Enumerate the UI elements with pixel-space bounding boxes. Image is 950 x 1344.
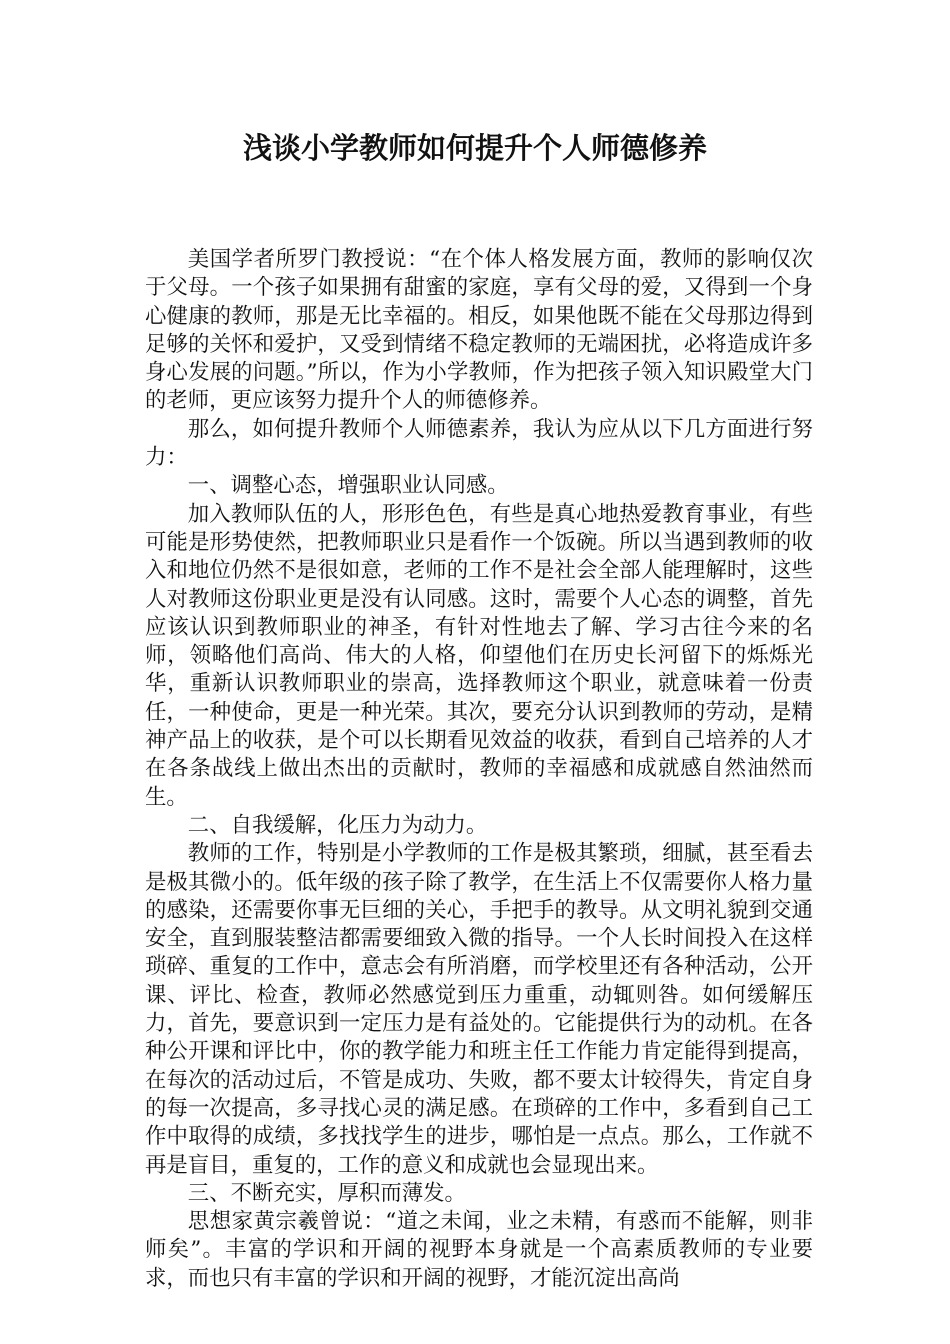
paragraph-section-3: 思想家黄宗羲曾说：“道之未闻，业之未精，有惑而不能解，则非师矣”。丰富的学识和开阔的视野本身就是一个高素质教师的专业要求，而也只有丰富的学识和开阔的视野，才能沉淀出高尚 [145, 1209, 813, 1291]
paragraph-intro-quote: 美国学者所罗门教授说：“在个体人格发展方面，教师的影响仅次于父母。一个孩子如果拥有甜蜜的家庭，享有父母的爱，又得到一个身心健康的教师，那是无比幸福的。相反，如果他既不能在父母那边得到足够的关怀和爱护，又受到情绪不稳定教师的无端困扰，必将造成许多身心发展的问题。”所以，作为小学教师，作为把孩子领入知识殿堂大门的老师，更应该努力提升个人的师德修养。 [145, 247, 813, 414]
section-heading-1: 一、调整心态，增强职业认同感。 [187, 473, 509, 499]
paragraph-section-2: 教师的工作，特别是小学教师的工作是极其繁琐，细腻，甚至看去是极其微小的。低年级的孩子除了教学，在生活上不仅需要你人格力量的感染，还需要你事无巨细的关心，手把手的教导。从文明礼貌到交通安全，直到服装整洁都需要细致入微的指导。一个人长时间投入在这样琐碎、重复的工作中，意志会有所消磨，而学校里还有各种活动，公开课、评比、检查，教师必然感觉到压力重重，动辄则咎。如何缓解压力，首先，要意识到一定压力是有益处的。它能提供行为的动机。在各种公开课和评比中，你的教学能力和班主任工作能力肯定能得到提高，在每次的活动过后，不管是成功、失败，都不要太计较得失，肯定自身的每一次提高，多寻找心灵的满足感。在琐碎的工作中，多看到自己工作中取得的成绩，多找找学生的进步，哪怕是一点点。那么，工作就不再是盲目，重复的，工作的意义和成就也会显现出来。 [145, 841, 813, 1178]
paragraph-question: 那么，如何提升教师个人师德素养，我认为应从以下几方面进行努力： [145, 416, 813, 471]
section-heading-2: 二、自我缓解，化压力为动力。 [187, 812, 488, 838]
paragraph-section-1: 加入教师队伍的人，形形色色，有些是真心地热爱教育事业，有些可能是形势使然，把教师职业只是看作一个饭碗。所以当遇到教师的收入和地位仍然不是很如意，老师的工作不是社会全部人能理解时，这些人对教师这份职业更是没有认同感。这时，需要个人心态的调整，首先应该认识到教师职业的神圣，有针对性地去了解、学习古往今来的名师，领略他们高尚、伟大的人格，仰望他们在历史长河留下的烁烁光华，重新认识教师职业的崇高，选择教师这个职业，就意味着一份责任，一种使命，更是一种光荣。其次，要充分认识到教师的劳动，是精神产品上的收获，是个可以长期看见效益的收获，看到自己培养的人才在各条战线上做出杰出的贡献时，教师的幸福感和成就感自然油然而生。 [145, 501, 813, 810]
document-body [145, 246, 813, 1293]
document-title: 浅谈小学教师如何提升个人师德修养 [242, 131, 707, 165]
section-heading-3: 三、不断充实，厚积而薄发。 [187, 1180, 466, 1206]
